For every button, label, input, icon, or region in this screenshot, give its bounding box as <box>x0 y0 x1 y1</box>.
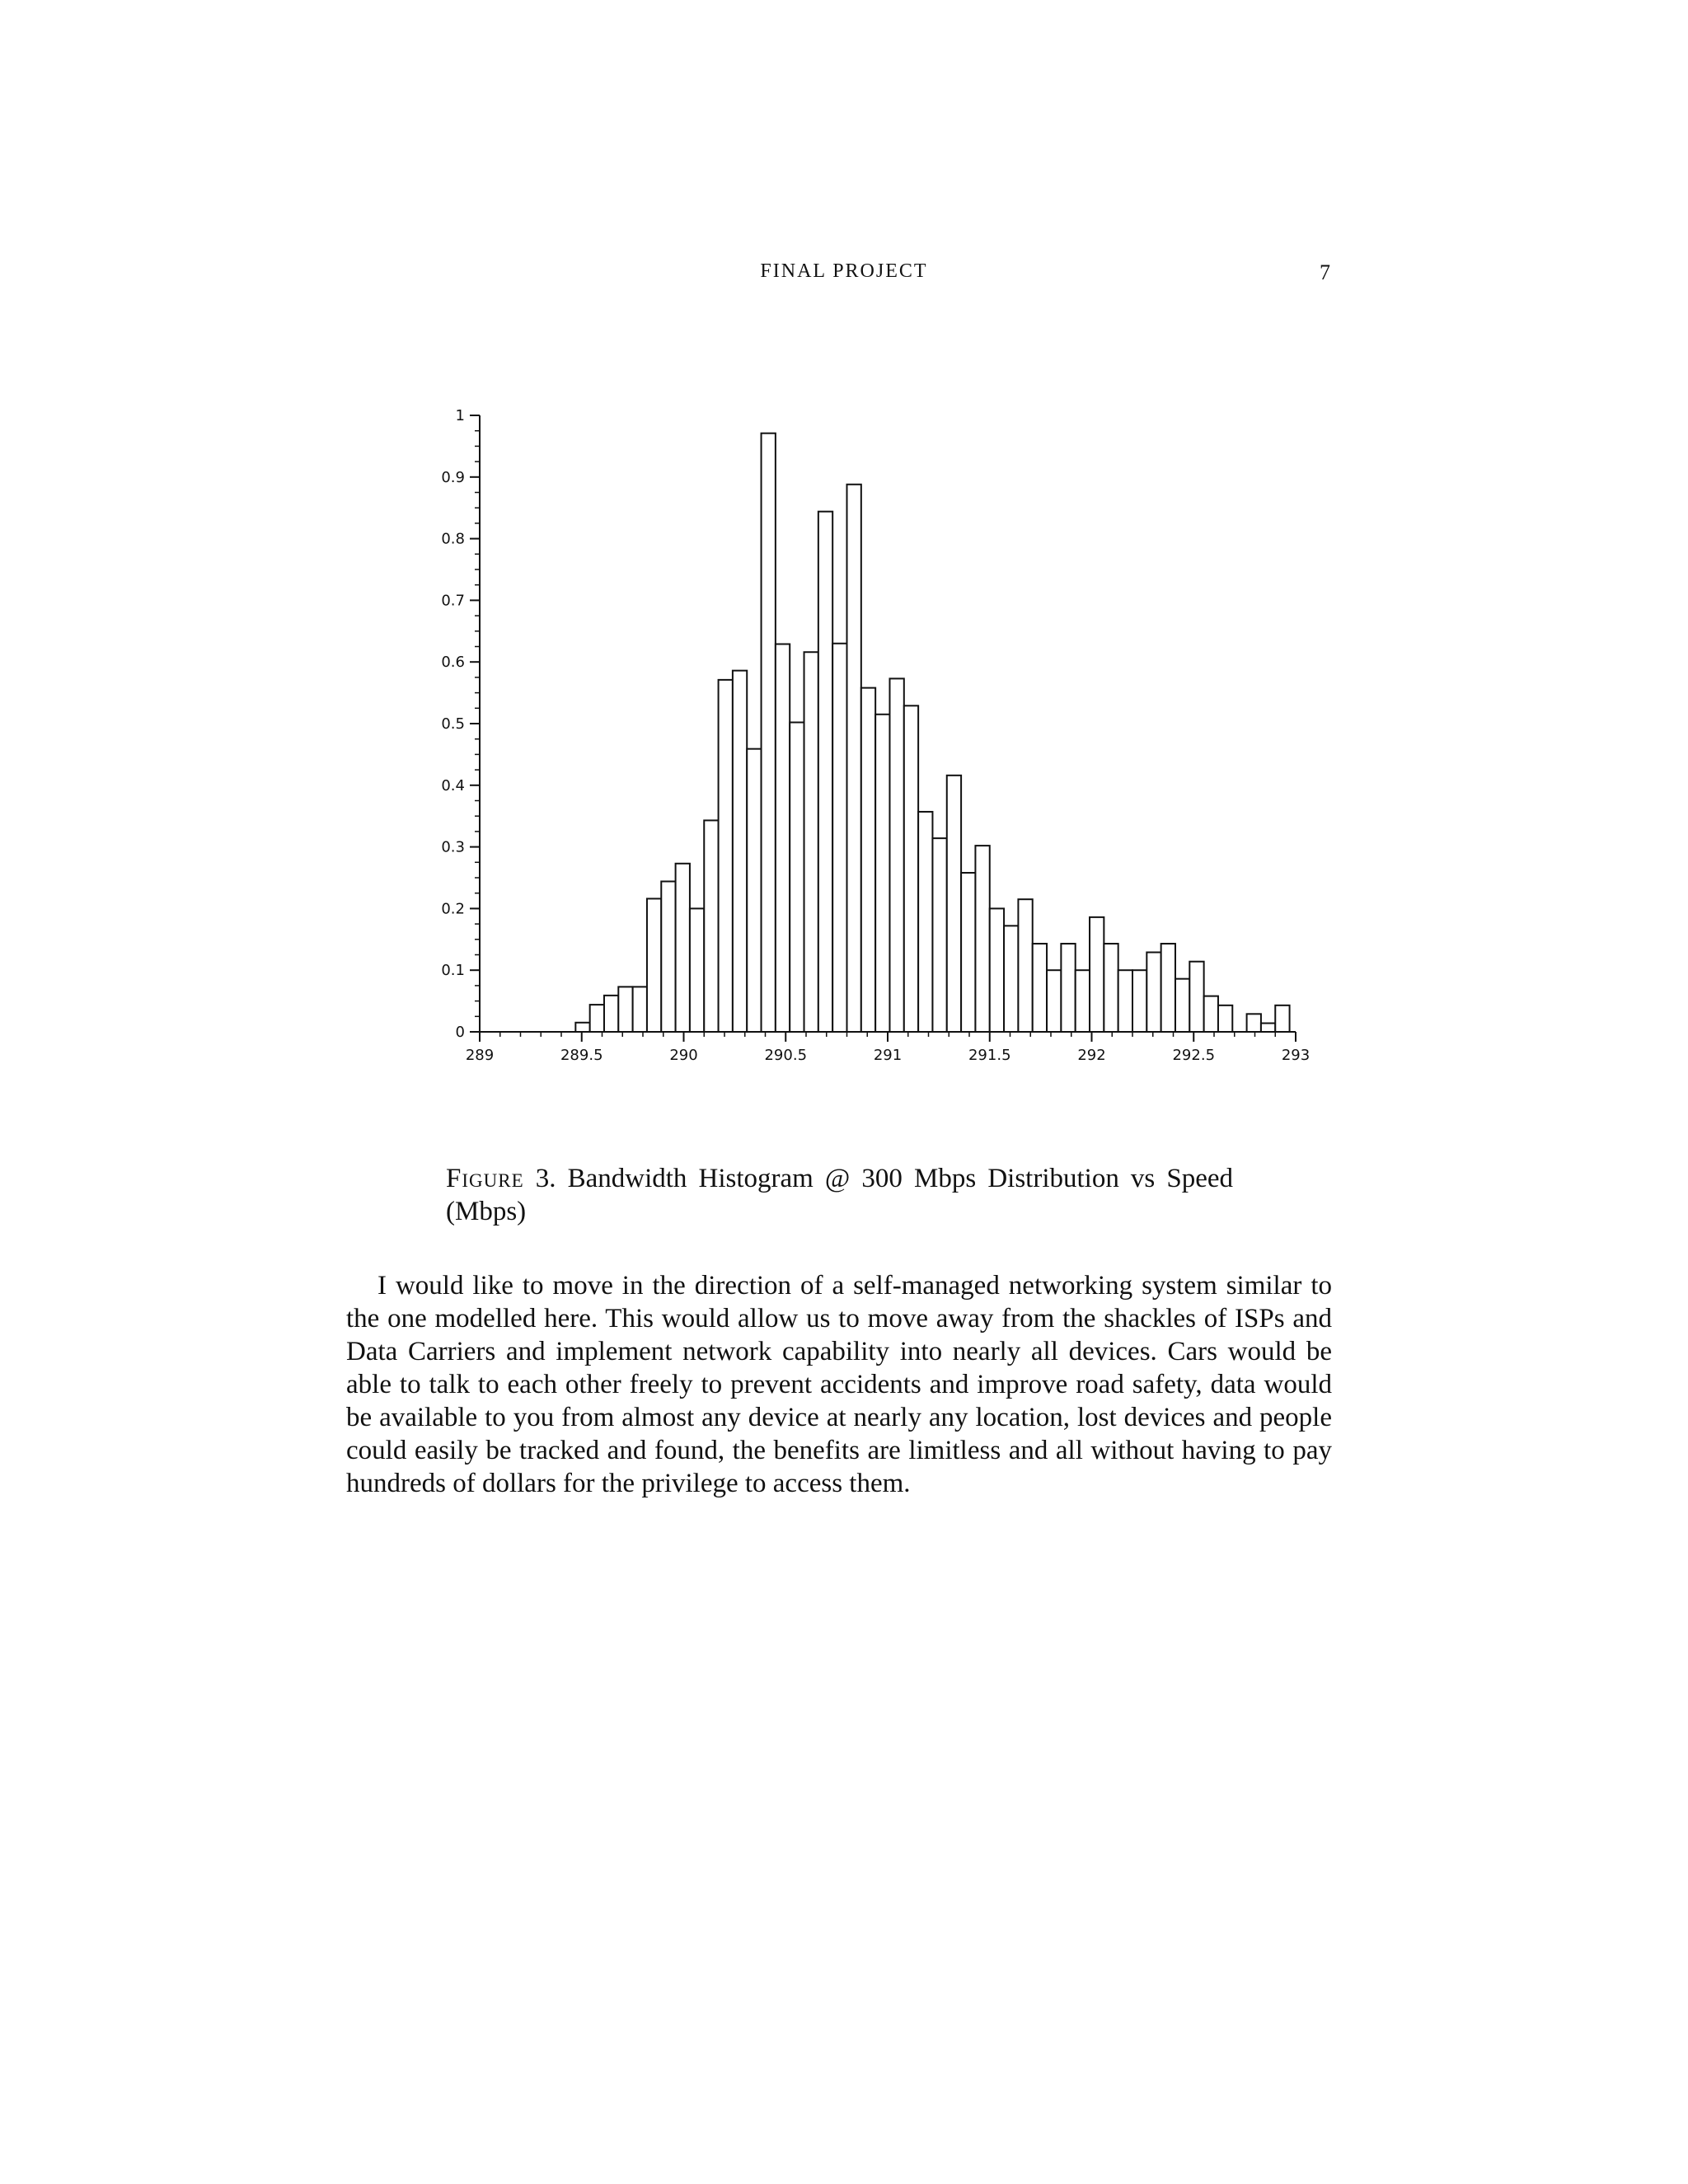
x-tick-label: 292 <box>1077 1047 1106 1064</box>
x-tick-label: 292.5 <box>1172 1047 1216 1064</box>
y-tick-label: 0.2 <box>441 900 465 918</box>
y-tick-label: 0.1 <box>441 962 465 980</box>
histogram-bar <box>1118 970 1132 1032</box>
histogram-bar <box>676 864 690 1032</box>
histogram-bar <box>1204 996 1218 1032</box>
histogram-bar <box>1033 944 1047 1032</box>
running-header <box>0 260 1688 293</box>
bandwidth-histogram-chart <box>412 404 1352 1096</box>
figure-label: Figure <box>446 1164 524 1193</box>
histogram-bar <box>1076 970 1090 1032</box>
figure-caption <box>446 1162 1233 1228</box>
histogram-bar <box>661 881 675 1032</box>
histogram-bar <box>832 644 846 1032</box>
x-tick-label: 290 <box>669 1047 698 1064</box>
histogram-bar <box>1090 917 1104 1032</box>
histogram-bar <box>932 838 946 1032</box>
histogram-bar <box>861 688 875 1032</box>
histogram-bar <box>1247 1014 1261 1032</box>
histogram-bar <box>875 715 889 1032</box>
y-tick-label: 0.5 <box>441 715 465 733</box>
histogram-bar <box>1104 944 1118 1032</box>
figure-3 <box>412 404 1352 1096</box>
histogram-bar <box>975 846 989 1032</box>
histogram-bar <box>1146 953 1160 1032</box>
histogram-bar <box>904 705 918 1032</box>
histogram-bar <box>633 987 647 1032</box>
figure-number: 3. <box>535 1164 556 1193</box>
figure-caption-text: Bandwidth Histogram @ 300 Mbps Distribution vs Speed (Mbps) <box>446 1164 1234 1226</box>
histogram-bar <box>733 671 747 1032</box>
histogram-bar <box>604 996 618 1032</box>
histogram-bar <box>719 680 733 1032</box>
page-number: 7 <box>1320 260 1330 284</box>
histogram-bar <box>961 873 975 1032</box>
histogram-bar <box>575 1023 589 1032</box>
x-tick-label: 291.5 <box>968 1047 1011 1064</box>
y-tick-label: 1 <box>455 407 465 424</box>
histogram-bar <box>690 908 704 1032</box>
histogram-bar <box>647 898 661 1032</box>
histogram-bar <box>847 485 861 1032</box>
histogram-bar <box>1061 944 1075 1032</box>
y-tick-label: 0.6 <box>441 654 465 672</box>
y-tick-label: 0.8 <box>441 530 465 548</box>
histogram-bar <box>1161 944 1175 1032</box>
histogram-bar <box>1047 970 1061 1032</box>
x-tick-label: 289 <box>465 1047 495 1064</box>
histogram-bar <box>762 434 776 1032</box>
x-tick-label: 291 <box>873 1047 903 1064</box>
histogram-bar <box>1275 1005 1289 1032</box>
histogram-bar <box>889 678 903 1032</box>
x-tick-label: 293 <box>1281 1047 1311 1064</box>
histogram-bar <box>1004 926 1018 1032</box>
histogram-bar <box>1261 1024 1275 1032</box>
histogram-bar <box>1132 970 1146 1032</box>
histogram-bar <box>990 908 1004 1032</box>
histogram-bar <box>818 512 832 1032</box>
histogram-bar <box>1175 979 1189 1032</box>
histogram-bar <box>704 820 718 1032</box>
y-tick-label: 0.9 <box>441 468 465 486</box>
x-tick-label: 289.5 <box>560 1047 603 1064</box>
histogram-bar <box>1218 1005 1232 1032</box>
histogram-bar <box>618 987 632 1032</box>
histogram-bar <box>918 812 932 1032</box>
y-tick-label: 0.7 <box>441 592 465 610</box>
running-title: FINAL PROJECT <box>760 260 928 282</box>
histogram-bar <box>790 723 804 1032</box>
y-tick-label: 0.3 <box>441 838 465 856</box>
histogram-bar <box>947 776 961 1032</box>
x-tick-label: 290.5 <box>764 1047 808 1064</box>
histogram-bar <box>1018 899 1032 1032</box>
histogram-bar <box>1189 962 1203 1032</box>
body-paragraph: I would like to move in the direction of a self-managed networking system similar to the one modelled here. This would allow us to move away from the shackles of ISPs and Data Carriers and implement network capability into nearly all devices. Cars would be able to talk to each other freely to prevent accidents and improve road safety, data would be available to you from almost any device at nearly any location, lost devices and people could easily be tracked and found, the benefits are limitless and all without having to pay hundreds of dollars for the privilege to access them. <box>346 1271 1332 1498</box>
y-tick-label: 0.4 <box>441 776 465 794</box>
y-tick-label: 0 <box>455 1024 465 1041</box>
body-text <box>346 1269 1332 1500</box>
histogram-bar <box>776 644 790 1032</box>
histogram-bar <box>590 1005 604 1032</box>
histogram-bar <box>747 749 761 1032</box>
histogram-bar <box>804 652 818 1032</box>
